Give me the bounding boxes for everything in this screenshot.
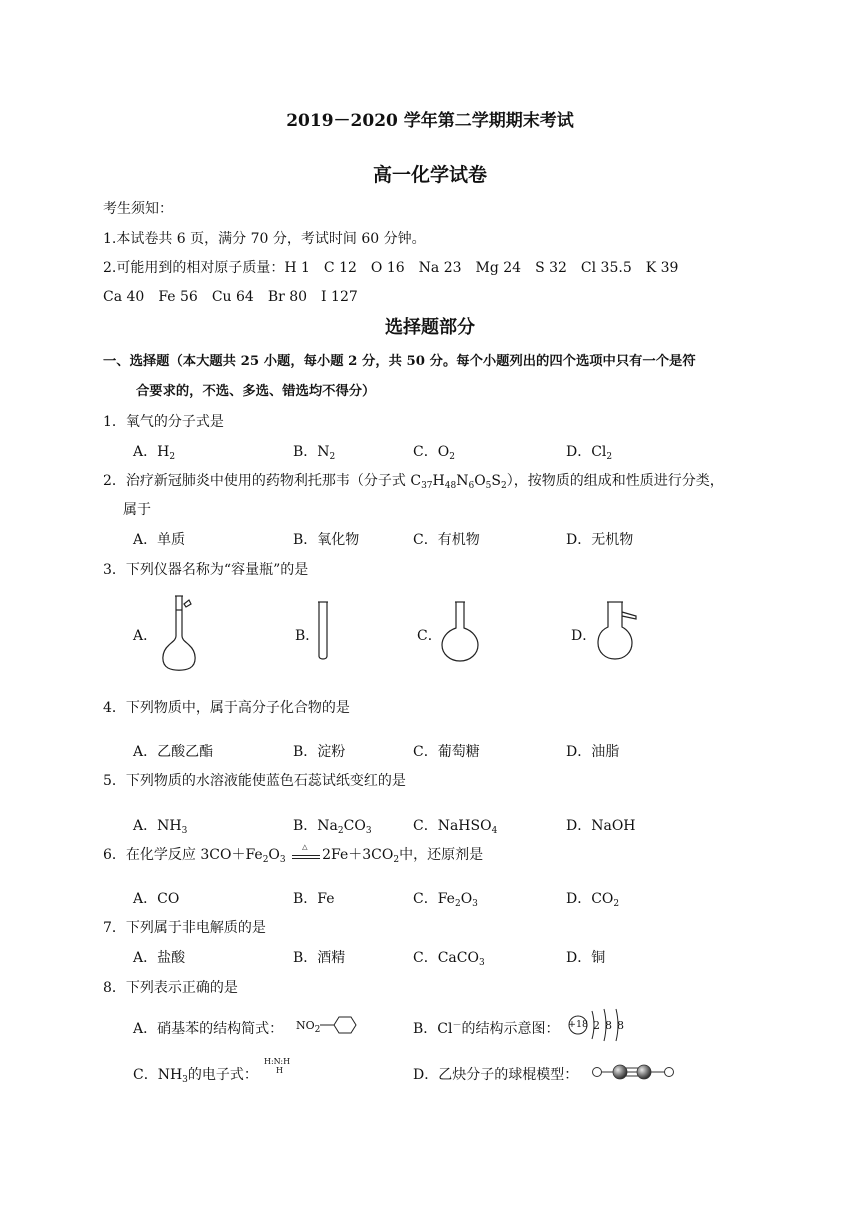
q8-option-c[interactable]: C．$NH_3$的电子式： bbox=[133, 1067, 258, 1085]
q7-stem: 7．下列属于非电解质的是 bbox=[103, 920, 266, 936]
notice-heading: 考生须知： bbox=[103, 201, 173, 217]
chloride-shell-1: 2 bbox=[593, 1019, 600, 1032]
notice-line-2: 2.可能用到的相对原子质量：H 1 C 12 O 16 Na 23 Mg 24 S 32 Cl 35.5 K 39 bbox=[103, 260, 679, 276]
exam-subtitle: 高一化学试卷 bbox=[372, 164, 487, 186]
q7-option-c[interactable]: C．CaCO$_3$ bbox=[413, 950, 485, 968]
q8-stem: 8．下列表示正确的是 bbox=[103, 980, 238, 996]
q3-stem: 3．下列仪器名称为“容量瓶”的是 bbox=[103, 562, 309, 578]
test-tube-icon bbox=[316, 600, 330, 664]
q3-option-b[interactable]: B． bbox=[295, 628, 320, 644]
section-title: 选择题部分 bbox=[385, 317, 475, 338]
notice-line-1: 1.本试卷共 6 页，满分 70 分，考试时间 60 分钟。 bbox=[103, 231, 426, 247]
q1-option-d[interactable]: D．$Cl_2$ bbox=[566, 444, 613, 462]
q8-option-d[interactable]: D．乙炔分子的球棍模型： bbox=[413, 1067, 579, 1083]
chloride-shell-2: 8 bbox=[605, 1019, 612, 1032]
q1-option-a[interactable]: A．$H_2$ bbox=[133, 444, 176, 462]
chloride-shell-3: 8 bbox=[617, 1019, 624, 1032]
q3-option-c[interactable]: C． bbox=[417, 628, 442, 644]
q4-option-a[interactable]: A．乙酸乙酯 bbox=[133, 744, 214, 760]
q2-option-d[interactable]: D．无机物 bbox=[566, 532, 634, 548]
q5-option-b[interactable]: B．$Na_2CO_3$ bbox=[293, 818, 372, 836]
ammonia-electron-row-2: H bbox=[276, 1066, 283, 1075]
q2-option-b[interactable]: B．氧化物 bbox=[293, 532, 360, 548]
q6-option-b[interactable]: B．Fe bbox=[293, 891, 335, 907]
q8-option-a[interactable]: A．硝基苯的结构简式： bbox=[133, 1021, 284, 1037]
q7-option-b[interactable]: B．酒精 bbox=[293, 950, 346, 966]
q4-option-c[interactable]: C．葡萄糖 bbox=[413, 744, 480, 760]
acetylene-ball-stick-model bbox=[590, 1061, 676, 1083]
nitrobenzene-structure-icon bbox=[320, 1013, 364, 1037]
q5-option-c[interactable]: C．NaHSO$_4$ bbox=[413, 818, 498, 836]
q6-stem: 6．在化学反应 $3CO+Fe_2O_3$ △ $2Fe+3CO_2$中，还原剂是 bbox=[103, 843, 484, 865]
q7-option-d[interactable]: D．铜 bbox=[566, 950, 606, 966]
q5-option-a[interactable]: A．$NH_3$ bbox=[133, 818, 188, 836]
q2-stem-line-2: 属于 bbox=[123, 502, 151, 518]
q4-stem: 4．下列物质中，属于高分子化合物的是 bbox=[103, 700, 350, 716]
chloride-nucleus-label: +18 bbox=[568, 1019, 589, 1030]
q5-stem: 5．下列物质的水溶液能使蓝色石蕊试纸变红的是 bbox=[103, 773, 406, 789]
q7-option-a[interactable]: A．盐酸 bbox=[133, 950, 186, 966]
q4-option-d[interactable]: D．油脂 bbox=[566, 744, 620, 760]
notice-line-3: Ca 40 Fe 56 Cu 64 Br 80 I 127 bbox=[103, 289, 358, 305]
q2-stem: 2．治疗新冠肺炎中使用的药物利托那韦（分子式 $C_{37}H_{48}N_6O_5S_2$），按物质的组成和性质进行分类， bbox=[103, 473, 724, 491]
q4-option-b[interactable]: B．淀粉 bbox=[293, 744, 346, 760]
q1-stem: 1．氧气的分子式是 bbox=[103, 414, 224, 430]
q6-option-a[interactable]: A．CO bbox=[133, 891, 180, 907]
q6-option-d[interactable]: D．$CO_2$ bbox=[566, 891, 620, 909]
q3-option-a[interactable]: A． bbox=[133, 628, 158, 644]
section-instruction-2: 合要求的，不选、多选、错选均不得分） bbox=[136, 384, 376, 399]
section-instruction-1: 一、选择题（本大题共 25 小题，每小题 2 分，共 50 分。每个小题列出的四个选项中只有一个是符 bbox=[103, 354, 696, 369]
ammonia-electron-row-1: H:N:H bbox=[264, 1057, 291, 1066]
volumetric-flask-icon bbox=[158, 592, 202, 672]
distilling-flask-icon bbox=[596, 598, 644, 662]
heating-condition-sign: △ bbox=[292, 851, 320, 859]
q1-option-c[interactable]: C．$O_2$ bbox=[413, 444, 455, 462]
nitrobenzene-formula: $NO_2$ bbox=[296, 1019, 321, 1035]
q1-option-b[interactable]: B．$N_2$ bbox=[293, 444, 336, 462]
q3-option-d[interactable]: D． bbox=[571, 628, 597, 644]
q8-option-b[interactable]: B．Cl－的结构示意图： bbox=[413, 1021, 560, 1037]
round-flask-icon bbox=[440, 600, 480, 664]
exam-title: 2019－2020 学年第二学期期末考试 bbox=[286, 111, 574, 131]
q5-option-d[interactable]: D．NaOH bbox=[566, 818, 636, 834]
q2-option-a[interactable]: A．单质 bbox=[133, 532, 186, 548]
q6-option-c[interactable]: C．$Fe_2O_3$ bbox=[413, 891, 478, 909]
ammonia-electron-formula bbox=[264, 1057, 290, 1075]
q2-option-c[interactable]: C．有机物 bbox=[413, 532, 480, 548]
